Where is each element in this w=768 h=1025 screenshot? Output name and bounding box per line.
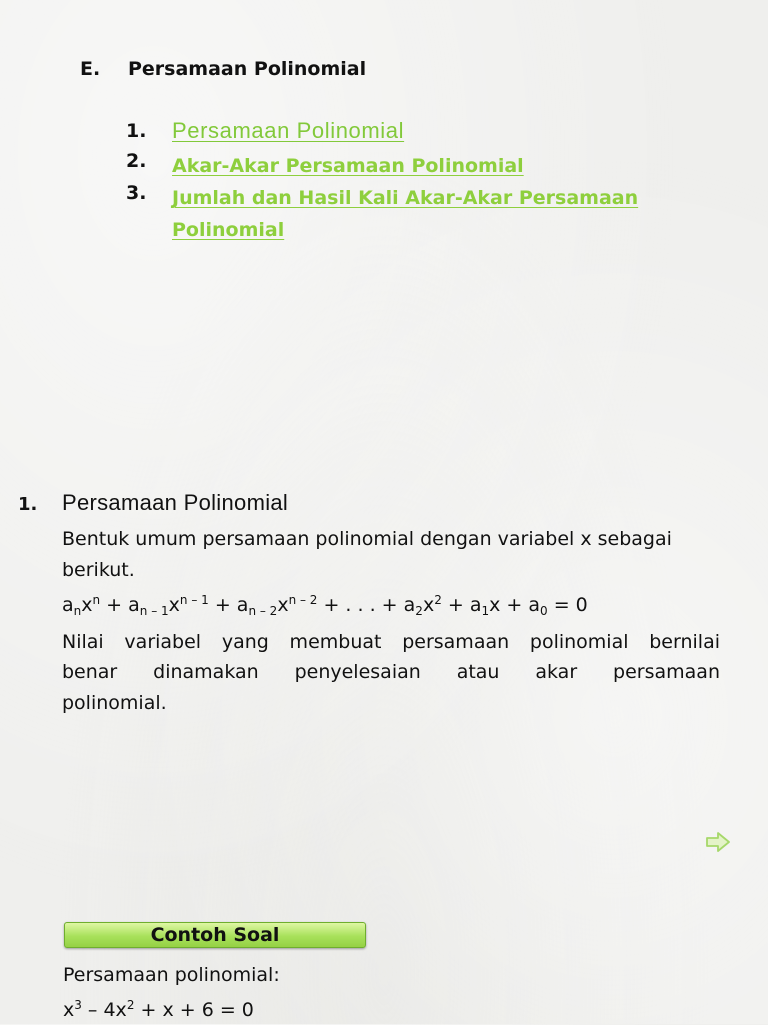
toc-link-jumlah-hasil-kali[interactable]: Jumlah dan Hasil Kali Akar-Akar Persamaan Polinomial — [172, 187, 639, 241]
subsection-number: 1. — [18, 494, 38, 515]
toc-number: 2. — [126, 150, 147, 172]
arrow-right-icon[interactable] — [706, 832, 730, 852]
subsection-title: Persamaan Polinomial — [62, 490, 289, 515]
definition-line: Nilai variabel yang membuat persamaan polinomial bernilai — [62, 630, 720, 653]
example-equation: $x^3 - 4x^2 + x + 6 = 0$ — [63, 998, 254, 1021]
definition-line: benar dinamakan penyelesaian atau akar persamaan — [62, 661, 720, 683]
toc-number: 1. — [126, 120, 147, 142]
table-of-contents — [126, 112, 686, 246]
example-intro: Persamaan polinomial: — [63, 964, 280, 986]
section-letter: E. — [80, 58, 101, 80]
general-formula: $a_nx^n + a_{n - 1}x^{n - 1} + a_{n - 2}x^{n - 2}$ + . . . + $a_2x^2 + a_1x + a_0 = 0$ — [62, 593, 588, 618]
toc-number: 3. — [126, 182, 147, 204]
intro-text: Bentuk umum persamaan polinomial dengan variabel x sebagai berikut. — [62, 528, 672, 581]
section-title: Persamaan Polinomial — [128, 58, 367, 80]
definition-line: polinomial. — [62, 691, 167, 714]
section-heading — [80, 58, 366, 80]
subsection-body — [62, 524, 720, 718]
toc-item — [126, 150, 686, 182]
toc-item — [126, 112, 686, 150]
toc-item — [126, 182, 686, 246]
contoh-soal-button[interactable]: Contoh Soal — [64, 922, 366, 948]
example-content — [63, 960, 713, 1025]
toc-link-persamaan-polinomial[interactable]: Persamaan Polinomial — [172, 118, 405, 143]
toc-link-akar-akar[interactable]: Akar-Akar Persamaan Polinomial — [172, 155, 524, 177]
